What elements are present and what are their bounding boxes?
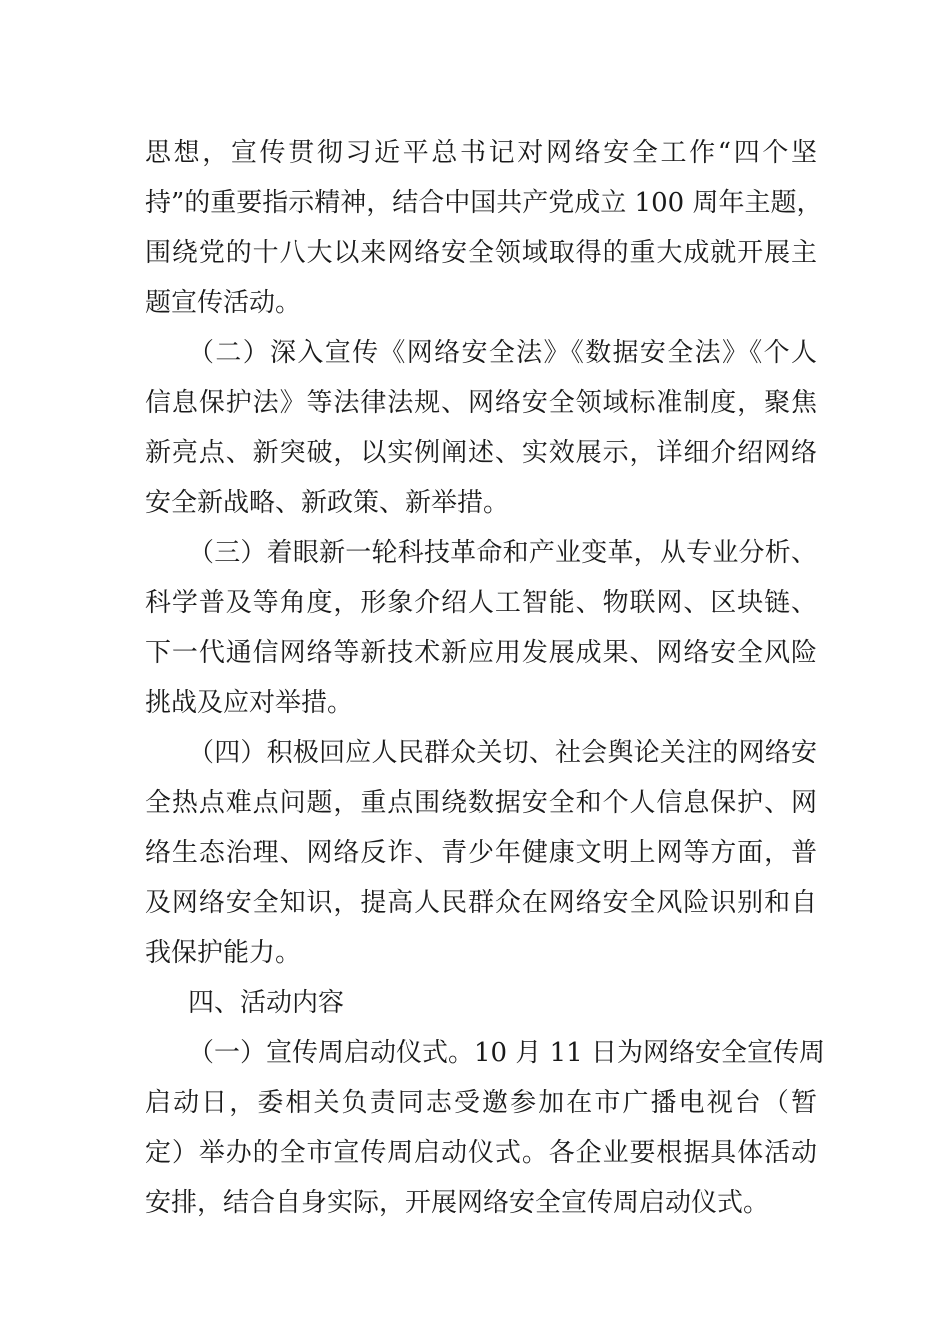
paragraph-5-line-3: 定）举办的全市宣传周启动仪式。各企业要根据具体活动 [145,1138,817,1168]
paragraph-4-line-3: 络生态治理、网络反诈、青少年健康文明上网等方面，普 [145,838,817,868]
paragraph-5-line-4: 安排，结合自身实际，开展网络安全宣传周启动仪式。 [145,1188,770,1218]
paragraph-4-line-2: 全热点难点问题，重点围绕数据安全和个人信息保护、网 [145,788,817,818]
paragraph-2-line-1: （二）深入宣传《网络安全法》《数据安全法》《个人 [188,338,817,368]
paragraph-3-line-3: 下一代通信网络等新技术新应用发展成果、网络安全风险 [145,638,817,668]
paragraph-5-line-1: （一）宣传周启动仪式。10 月 11 日为网络安全宣传周 [188,1038,825,1068]
paragraph-1-line-3: 围绕党的十八大以来网络安全领域取得的重大成就开展主 [145,238,817,268]
document-body [145,128,825,1228]
paragraph-2-line-4: 安全新战略、新政策、新举措。 [145,488,510,518]
paragraph-3-line-4: 挑战及应对举措。 [145,688,354,718]
paragraph-1-line-2: 持”的重要指示精神，结合中国共产党成立 100 周年主题， [145,188,823,218]
section-heading-activity-content: 四、活动内容 [188,988,345,1018]
paragraph-5-line-2: 启动日，委相关负责同志受邀参加在市广播电视台（暂 [145,1088,817,1118]
paragraph-1-line-1: 思想，宣传贯彻习近平总书记对网络安全工作“四个坚 [145,138,817,168]
paragraph-2-line-3: 新亮点、新突破，以实例阐述、实效展示，详细介绍网络 [145,438,817,468]
paragraph-3-line-2: 科学普及等角度，形象介绍人工智能、物联网、区块链、 [145,588,817,618]
paragraph-2-line-2: 信息保护法》等法律法规、网络安全领域标准制度，聚焦 [145,388,817,418]
paragraph-4-line-1: （四）积极回应人民群众关切、社会舆论关注的网络安 [188,738,817,768]
paragraph-4-line-5: 我保护能力。 [145,938,302,968]
paragraph-3-line-1: （三）着眼新一轮科技革命和产业变革，从专业分析、 [188,538,817,568]
paragraph-4-line-4: 及网络安全知识，提高人民群众在网络安全风险识别和自 [145,888,817,918]
paragraph-1-line-4: 题宣传活动。 [145,288,302,318]
